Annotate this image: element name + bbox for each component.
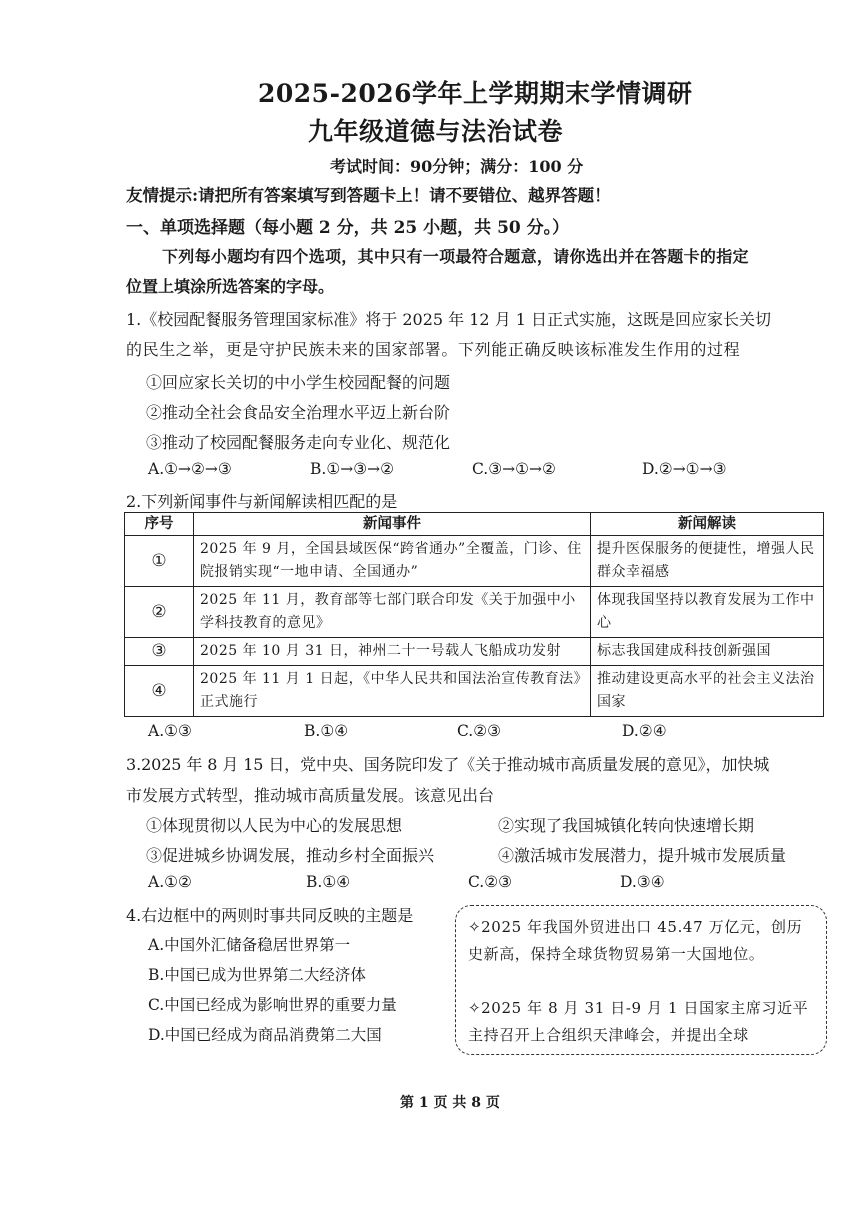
row-num: ③	[125, 638, 194, 666]
q2-option-c: C.②③	[457, 722, 502, 740]
q3-option-c: C.②③	[468, 873, 513, 891]
q1-stem-line-2: 的民生之举，更是守护民族未来的国家部署。下列能正确反映该标准发生作用的过程	[126, 340, 741, 359]
q3-item-4: ④激活城市发展潜力，提升城市发展质量	[498, 846, 787, 865]
q4-option-b: B.中国已成为世界第二大经济体	[148, 966, 366, 984]
header-event: 新闻事件	[194, 513, 591, 536]
q2-stem: 2.下列新闻事件与新闻解读相匹配的是	[126, 492, 398, 511]
q1-option-d: D.②→①→③	[642, 460, 727, 478]
table-row	[125, 638, 824, 666]
row-interp: 提升医保服务的便捷性，增强人民群众幸福感	[591, 536, 824, 587]
table-header-row	[125, 513, 824, 536]
page-number: 第 1 页 共 8 页	[400, 1095, 500, 1111]
row-num: ④	[125, 666, 194, 717]
instruction-line-1: 下列每小题均有四个选项，其中只有一项最符合题意，请你选出并在答题卡的指定	[162, 247, 749, 266]
row-event: 2025 年 9 月，全国县域医保“跨省通办”全覆盖，门诊、住院报销实现“一地申请、全国通办”	[194, 536, 591, 587]
row-num: ②	[125, 587, 194, 638]
row-interp: 标志我国建成科技创新强国	[591, 638, 824, 666]
q4-option-d: D.中国已经成为商品消费第二大国	[148, 1026, 382, 1044]
q2-option-d: D.②④	[622, 722, 667, 740]
q1-option-b: B.①→③→②	[310, 460, 394, 478]
row-interp: 体现我国坚持以教育发展为工作中心	[591, 587, 824, 638]
exam-subtitle: 九年级道德与法治试卷	[308, 117, 564, 146]
q1-item-1: ①回应家长关切的中小学生校园配餐的问题	[146, 373, 451, 392]
section-heading: 一、单项选择题（每小题 2 分，共 25 小题，共 50 分。）	[126, 218, 570, 238]
box-item-2: ✧2025 年 8 月 31 日-9 月 1 日国家主席习近平主持召开上合组织天津峰会，并提出全球	[468, 999, 809, 1044]
q3-stem-line-2: 市发展方式转型，推动城市高质量发展。该意见出台	[126, 786, 495, 805]
q1-stem-line-1: 1.《校园配餐服务管理国家标准》将于 2025 年 12 月 1 日正式实施，这既是回应家长关切	[126, 310, 772, 329]
row-interp: 推动建设更高水平的社会主义法治国家	[591, 666, 824, 717]
q1-option-a: A.①→②→③	[148, 460, 232, 478]
instruction-line-2: 位置上填涂所选答案的字母。	[126, 277, 335, 296]
q3-option-d: D.③④	[620, 873, 665, 891]
news-table	[124, 512, 824, 717]
table-row	[125, 587, 824, 638]
q1-option-c: C.③→①→②	[472, 460, 556, 478]
exam-info: 考试时间：90分钟；满分：100 分	[330, 157, 584, 176]
row-event: 2025 年 11 月 1 日起，《中华人民共和国法治宣传教育法》正式施行	[194, 666, 591, 717]
row-event: 2025 年 10 月 31 日，神州二十一号载人飞船成功发射	[194, 638, 591, 666]
q4-stem: 4.右边框中的两则时事共同反映的主题是	[126, 906, 414, 925]
header-interp: 新闻解读	[591, 513, 824, 536]
q3-option-a: A.①②	[148, 873, 192, 891]
q2-option-b: B.①④	[304, 722, 349, 740]
table-row	[125, 666, 824, 717]
q3-item-1: ①体现贯彻以人民为中心的发展思想	[146, 816, 403, 835]
q1-item-2: ②推动全社会食品安全治理水平迈上新台阶	[146, 403, 451, 422]
q1-item-3: ③推动了校园配餐服务走向专业化、规范化	[146, 433, 451, 452]
current-events-box	[455, 905, 827, 1055]
box-item-1: ✧2025 年我国外贸进出口 45.47 万亿元，创历史新高，保持全球货物贸易第一大国地位。	[468, 918, 803, 963]
q3-stem-line-1: 3.2025 年 8 月 15 日，党中央、国务院印发了《关于推动城市高质量发展的意见》，加快城	[126, 755, 770, 774]
row-num: ①	[125, 536, 194, 587]
q4-option-a: A.中国外汇储备稳居世界第一	[148, 936, 351, 954]
header-num: 序号	[125, 513, 194, 536]
q2-option-a: A.①③	[148, 722, 192, 740]
notice: 友情提示:请把所有答案填写到答题卡上！请不要错位、越界答题！	[126, 186, 611, 205]
q3-item-2: ②实现了我国城镇化转向快速增长期	[498, 816, 755, 835]
q3-option-b: B.①④	[306, 873, 351, 891]
row-event: 2025 年 11 月，教育部等七部门联合印发《关于加强中小学科技教育的意见》	[194, 587, 591, 638]
q3-item-3: ③促进城乡协调发展，推动乡村全面振兴	[146, 846, 435, 865]
q4-option-c: C.中国已经成为影响世界的重要力量	[148, 996, 397, 1014]
exam-title: 2025-2026学年上学期期末学情调研	[258, 79, 693, 108]
table-row	[125, 536, 824, 587]
